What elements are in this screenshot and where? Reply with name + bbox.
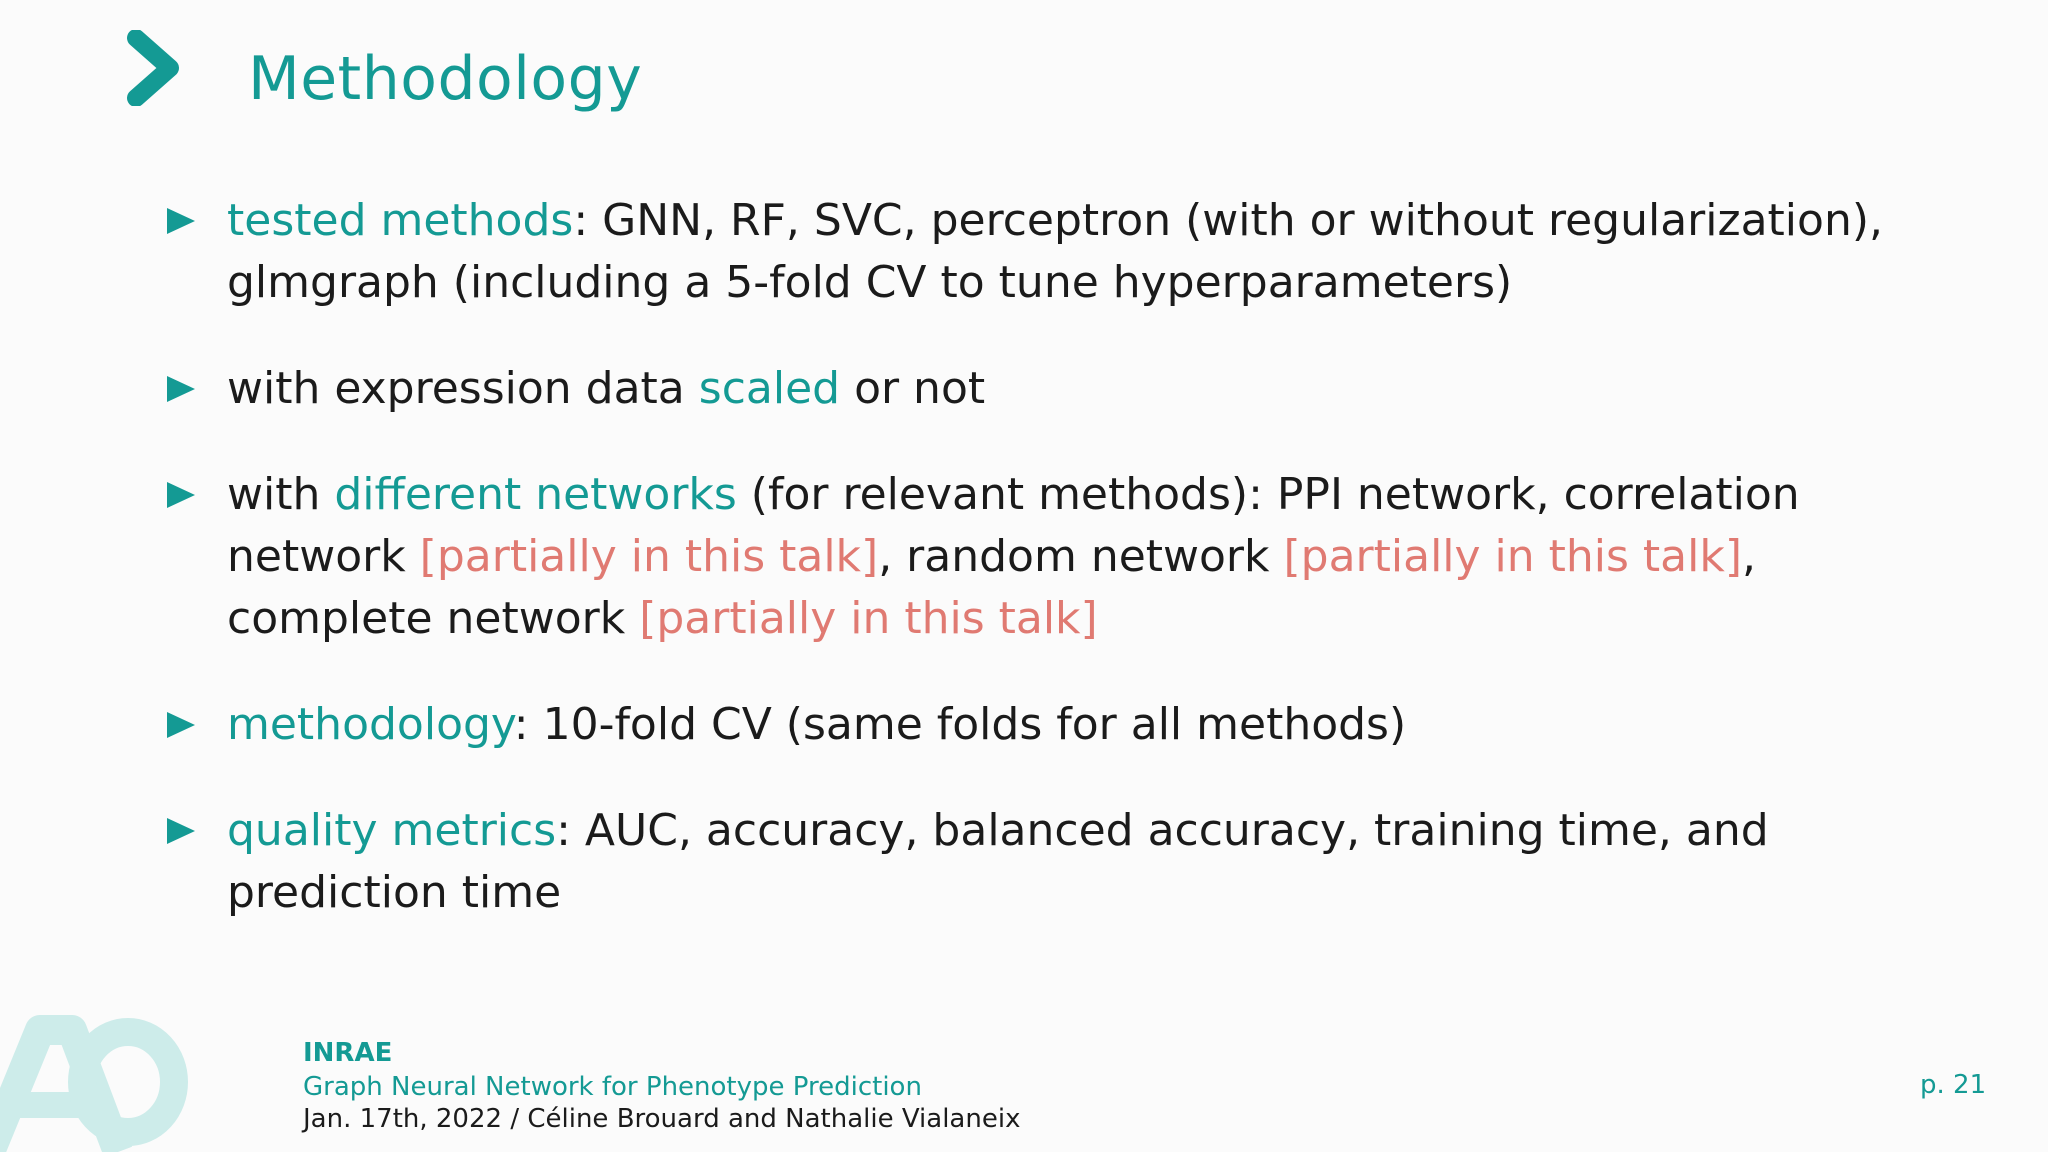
bullet-text xyxy=(227,800,1905,924)
inrae-ae-logo xyxy=(0,1010,190,1152)
talk-note: [partially in this talk] xyxy=(1283,531,1743,582)
bullet-list xyxy=(165,190,1905,968)
talk-note: [partially in this talk] xyxy=(419,531,879,582)
bullet-scaled xyxy=(165,358,1905,420)
triangle-bullet-icon xyxy=(165,206,197,236)
bullet-quality-metrics xyxy=(165,800,1905,924)
bullet-networks xyxy=(165,464,1905,650)
triangle-bullet-icon xyxy=(165,480,197,510)
footer-presentation-title: Graph Neural Network for Phenotype Prediction xyxy=(303,1072,922,1102)
bullet-mid: (for relevant methods): PPI network, correlation network xyxy=(227,469,1800,582)
bullet-pre: with expression data xyxy=(227,363,699,414)
keyword: tested methods xyxy=(227,195,574,246)
page-number: p. 21 xyxy=(1920,1070,1987,1100)
bullet-text xyxy=(227,358,1905,420)
bullet-text xyxy=(227,694,1905,756)
keyword: methodology xyxy=(227,699,514,750)
bullet-pre: with xyxy=(227,469,335,520)
bullet-mid: , complete network xyxy=(227,531,1757,644)
inrae-logo xyxy=(303,1036,403,1066)
bullet-mid: , random network xyxy=(878,531,1284,582)
talk-note: [partially in this talk] xyxy=(639,593,1098,644)
chevron-right-icon xyxy=(124,30,184,106)
bullet-methodology xyxy=(165,694,1905,756)
keyword: scaled xyxy=(698,363,841,414)
bullet-rest: or not xyxy=(840,363,986,414)
triangle-bullet-icon xyxy=(165,710,197,740)
keyword: quality metrics xyxy=(227,805,557,856)
bullet-rest: : 10-fold CV (same folds for all methods) xyxy=(513,699,1407,750)
svg-text:INRAE: INRAE xyxy=(303,1038,393,1066)
triangle-bullet-icon xyxy=(165,816,197,846)
footer-authors: Jan. 17th, 2022 / Céline Brouard and Nathalie Vialaneix xyxy=(303,1104,1021,1134)
bullet-text xyxy=(227,464,1905,650)
keyword: different networks xyxy=(334,469,737,520)
slide-title: Methodology xyxy=(248,44,643,114)
bullet-rest: : GNN, RF, SVC, perceptron (with or without regularization), glmgraph (including a 5-fold CV to tune hyperparameters) xyxy=(227,195,1883,308)
triangle-bullet-icon xyxy=(165,374,197,404)
bullet-tested-methods xyxy=(165,190,1905,314)
bullet-text xyxy=(227,190,1905,314)
bullet-rest: : AUC, accuracy, balanced accuracy, training time, and prediction time xyxy=(227,805,1769,918)
